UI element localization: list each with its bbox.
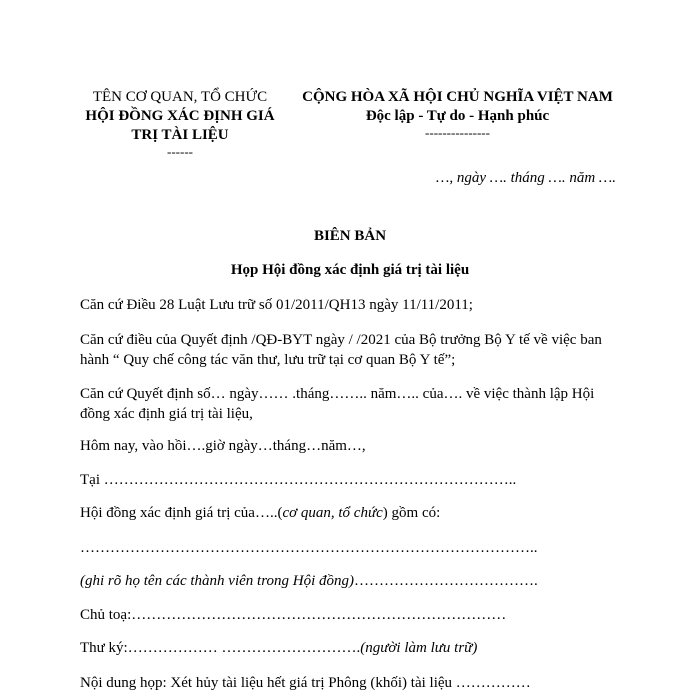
council-members-suffix: ) gồm có:	[382, 505, 441, 521]
nation-name: CỘNG HÒA XÃ HỘI CHỦ NGHĨA VIỆT NAM	[302, 89, 613, 105]
legal-basis-decision-line2: hành “ Quy chế công tác văn thư, lưu trữ tại cơ quan Bộ Y tế”;	[80, 352, 456, 368]
right-header-divider: ---------------	[425, 125, 490, 140]
date-line: …, ngày …. tháng …. năm ….	[435, 170, 616, 186]
meeting-content: Nội dung họp: Xét hủy tài liệu hết giá trị Phông (khối) tài liệu ……………	[80, 675, 531, 691]
left-header-divider: ------	[167, 144, 193, 159]
document-subtitle: Họp Hội đồng xác định giá trị tài liệu	[230, 262, 470, 278]
legal-basis-establishment-line2: đồng xác định giá trị tài liệu,	[80, 406, 253, 422]
organization-header	[70, 88, 290, 158]
council-members-note-blank: ……………………………….	[353, 573, 538, 589]
secretary-line	[80, 638, 620, 658]
legal-basis-establishment-line1: Căn cứ Quyết định số… ngày…… .tháng…….. năm….. của…. về việc thành lập Hội	[80, 386, 595, 402]
council-members-blank: ………………………………………………………………………………..	[80, 540, 538, 556]
document-title: BIÊN BẢN	[313, 228, 387, 244]
legal-basis-law: Căn cứ Điều 28 Luật Lưu trữ số 01/2011/QH13 ngày 11/11/2011;	[80, 297, 473, 313]
council-members-note	[80, 571, 620, 591]
meeting-place: Tại ………………………………………………………………………..	[80, 472, 517, 488]
council-members-intro	[80, 503, 620, 523]
council-members-note-text: (ghi rõ họ tên các thành viên trong Hội đồng)	[80, 573, 354, 589]
national-motto: Độc lập - Tự do - Hạnh phúc	[365, 108, 550, 124]
secretary-blank: Thư ký:……………… ……………………….	[80, 640, 361, 656]
secretary-role-hint: (người làm lưu trữ)	[360, 640, 478, 656]
chairperson-line: Chủ toạ:…………………………………………………………………	[80, 607, 507, 623]
national-header	[285, 88, 630, 139]
council-members-prefix: Hội đồng xác định giá trị của…..(	[80, 505, 283, 521]
legal-basis-decision-line1: Căn cứ điều của Quyết định /QĐ-BYT ngày / /2021 của Bộ trưởng Bộ Y tế về việc ban	[80, 332, 602, 348]
council-name-line2: TRỊ TÀI LIỆU	[131, 127, 229, 143]
meeting-time: Hôm nay, vào hồi….giờ ngày…tháng…năm…,	[80, 438, 366, 454]
council-name-line1: HỘI ĐỒNG XÁC ĐỊNH GIÁ	[85, 108, 275, 124]
organization-name: TÊN CƠ QUAN, TỔ CHỨC	[92, 89, 268, 105]
council-members-org-hint: cơ quan, tổ chức	[282, 505, 383, 521]
